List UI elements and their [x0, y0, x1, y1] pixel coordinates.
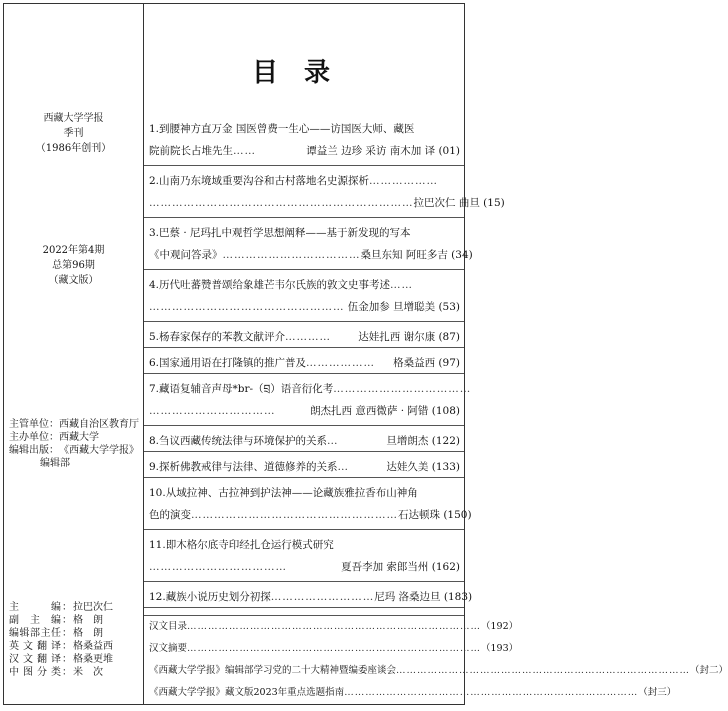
toc-entry-title-line — [149, 170, 460, 192]
staff-row — [9, 614, 139, 627]
journal-founded: （1986年创刊） — [35, 143, 112, 154]
toc-entry-title-line — [149, 482, 460, 504]
toc-entry-author-page: 桑旦东知 阿旺多吉 (34) — [360, 249, 473, 261]
staff-role — [9, 614, 61, 627]
toc-entry-title-line — [149, 352, 460, 374]
toc-entry-detail-line — [149, 192, 505, 214]
toc-entry — [144, 348, 464, 374]
staff-role-char: 副 — [9, 615, 19, 626]
staff-row — [9, 601, 139, 614]
staff-role-char: 辑 — [19, 628, 30, 639]
supplement-entry — [144, 638, 519, 660]
page-title: 目录 — [251, 58, 356, 88]
staff-role-char: 汉 — [9, 654, 19, 665]
toc-entry-author-page: 达娃久美 (133) — [386, 461, 460, 473]
issue-edition: （藏文版） — [48, 275, 99, 286]
editorial-staff — [9, 601, 139, 679]
toc-entry-title: 7.藏语复辅音声母*br-（བྲ）语音衍化考 — [149, 383, 334, 395]
staff-role-char: 英 — [9, 641, 19, 652]
toc-entry-title: 4.历代吐蕃赞普颂给象雄芒韦尔氏族的敦文史事考述 — [149, 279, 391, 291]
toc-entry-detail-line — [149, 244, 473, 266]
toc-entry-title-line — [149, 456, 460, 478]
staff-row — [9, 666, 139, 679]
toc-entry-detail-line — [149, 140, 460, 162]
toc-entry-title-cont: 色的演变 — [149, 509, 191, 521]
toc-entry-title-line — [149, 534, 460, 556]
staff-role-char: 编 — [51, 615, 61, 626]
toc-entry-author-page: 夏吾李加 索郎当州 (162) — [341, 561, 460, 573]
toc-entry — [144, 478, 472, 530]
staff-row — [9, 627, 139, 640]
supplement-title: 汉文目录 — [149, 621, 188, 632]
toc-entry — [144, 270, 464, 322]
toc-entry-title: 3.巴蔡 · 尼玛扎中观哲学思想阐释——基于新发现的写本 — [149, 227, 411, 239]
supplement-page: （192） — [481, 621, 519, 632]
toc-entry-title: 9.探析佛教戒律与法律、道德修养的关系 — [149, 461, 338, 473]
toc-entry-author-page: 拉巴次仁 曲旦 (15) — [413, 197, 505, 209]
staff-role-char: 译 — [51, 654, 61, 665]
toc-leader: ……………… — [306, 357, 376, 369]
toc-entry-author-page: 旦增朗杰 (122) — [386, 435, 460, 447]
staff-role-char: 部 — [30, 628, 40, 639]
toc-entry-title: 10.从域拉神、古拉神到护法神——论藏族雅拉香布山神角 — [149, 487, 418, 499]
org-row — [9, 418, 143, 431]
org-value: 西藏大学 — [59, 432, 99, 443]
org-key: 主办单位： — [9, 432, 59, 443]
supplement-entry — [144, 616, 519, 638]
toc-leader: ……………………………… — [222, 249, 361, 261]
toc-leader: ……………………………… — [333, 383, 472, 395]
org-key: 编辑出版： — [9, 445, 59, 456]
supplement-title: 《西藏大学学报》藏文版2023年重点选题指南 — [149, 687, 345, 698]
staff-role-char: 编 — [51, 602, 61, 613]
toc-entry — [144, 374, 472, 426]
toc-leader: …… — [233, 145, 256, 157]
staff-role — [9, 653, 61, 666]
staff-role-char: 编 — [9, 628, 19, 639]
supplement-title: 《西藏大学学报》编辑部学习党的二十大精神暨编委座谈会 — [149, 665, 397, 676]
toc-leader: … — [327, 435, 339, 447]
staff-name: 拉巴次仁 — [73, 602, 113, 613]
toc-leader: ………………………………………………………………………… — [396, 665, 691, 676]
toc-entry-detail-line — [149, 400, 460, 422]
staff-role-char: 文 — [23, 641, 33, 652]
organization-info — [9, 418, 143, 470]
toc-entry-title: 11.即木格尔底寺印经扎仓运行模式研究 — [149, 539, 334, 551]
org-key: 主管单位： — [9, 419, 59, 430]
toc-entry — [144, 530, 464, 582]
toc-entry-author-page: 尼玛 洛桑边旦 (183) — [374, 591, 473, 603]
toc-entry-author-page: 石达顿珠 (150) — [398, 509, 472, 521]
org-value: 《西藏大学学报》 — [59, 445, 139, 456]
supplement-entry — [144, 682, 677, 704]
toc-leader: ………………………………………………………………………… — [344, 687, 639, 698]
staff-colon: ： — [62, 628, 72, 639]
toc-entry-title: 12.藏族小说历史划分初探 — [149, 591, 271, 603]
toc-entry — [144, 166, 505, 218]
staff-name: 格 朗 — [73, 628, 103, 639]
toc-leader: ……………… — [369, 175, 439, 187]
staff-role-char: 翻 — [37, 654, 47, 665]
toc-leader: ……………………………… — [149, 561, 287, 573]
staff-role-char: 翻 — [37, 641, 47, 652]
staff-colon: ： — [62, 641, 72, 652]
staff-colon: ： — [62, 654, 72, 665]
toc-entry-title-line — [149, 222, 460, 244]
staff-role-char: 译 — [51, 641, 61, 652]
toc-entry-title-line — [149, 326, 460, 348]
org-value: 西藏自治区教育厅 — [59, 419, 139, 430]
issue-total: 总第96期 — [52, 260, 95, 271]
journal-name: 西藏大学学报 — [43, 113, 104, 124]
toc-entry-detail-line — [149, 556, 460, 578]
toc-leader: …………………………………………………………… — [149, 197, 414, 209]
staff-role-char: 文 — [23, 654, 33, 665]
toc-entry-title-line — [149, 274, 460, 296]
table-of-contents — [144, 114, 505, 608]
toc-entry — [144, 218, 473, 270]
toc-entry-title: 8.刍议西藏传统法律与环境保护的关系 — [149, 435, 328, 447]
journal-frequency: 季刊 — [63, 128, 84, 139]
supplement-page: （193） — [481, 643, 519, 654]
staff-row — [9, 640, 139, 653]
toc-entry-detail-line — [149, 296, 460, 318]
staff-role-char: 主 — [30, 615, 40, 626]
staff-role-char: 主 — [40, 628, 51, 639]
toc-leader: ………………………………………………………………………… — [187, 643, 482, 654]
issue-year: 2022年第4期 — [42, 245, 105, 256]
staff-role-char: 分 — [37, 667, 47, 678]
staff-role — [9, 601, 61, 614]
toc-leader: …………………………………………… — [149, 301, 345, 313]
toc-entry-author-page: 谭益兰 边珍 采访 南木加 译 (01) — [306, 145, 460, 157]
staff-row — [9, 653, 139, 666]
staff-role-char: 中 — [9, 667, 19, 678]
staff-colon: ： — [62, 667, 72, 678]
toc-entry-title-cont: 院前院长占堆先生 — [149, 145, 233, 157]
staff-role — [9, 627, 61, 640]
staff-colon: ： — [62, 615, 72, 626]
supplement-entry — [144, 660, 728, 682]
toc-entry — [144, 582, 473, 608]
toc-leader: ………… — [285, 331, 332, 343]
supplement-title: 汉文摘要 — [149, 643, 188, 654]
toc-entry — [144, 114, 464, 166]
toc-leader: ……………………………………………… — [191, 509, 398, 521]
toc-leader: ……………………… — [270, 591, 375, 603]
toc-entry-author-page: 达娃扎西 谢尔康 (87) — [358, 331, 460, 343]
toc-entry-author-page: 格桑益西 (97) — [393, 357, 460, 369]
toc-leader: …… — [390, 279, 414, 291]
staff-role-char: 类 — [51, 667, 61, 678]
journal-contents-page — [3, 3, 728, 705]
issue-info — [4, 243, 143, 288]
toc-entry-title-line — [149, 430, 460, 452]
toc-entry-author-page: 朗杰扎西 意西微萨 · 阿错 (108) — [310, 405, 460, 417]
toc-entry-detail-line — [149, 504, 472, 526]
toc-entry-title: 6.国家通用语在打隆镇的推广普及 — [149, 357, 307, 369]
toc-entry-title: 2.山南乃东境域重要沟谷和古村落地名史源探析 — [149, 175, 370, 187]
supplement-page: （封二） — [690, 665, 728, 676]
staff-role — [9, 666, 61, 679]
toc-entry — [144, 452, 464, 478]
toc-leader: ………………………………………………………………………… — [187, 621, 482, 632]
staff-name: 米 次 — [73, 667, 103, 678]
supplementary-contents — [144, 615, 728, 704]
org-value-continued: 编辑部 — [40, 458, 70, 469]
staff-role — [9, 640, 61, 653]
toc-leader: … — [337, 461, 350, 473]
toc-entry — [144, 322, 464, 348]
toc-entry — [144, 426, 464, 452]
journal-info — [4, 111, 143, 156]
staff-role-char: 主 — [9, 602, 19, 613]
staff-role-char: 任 — [51, 628, 61, 639]
toc-entry-author-page: 伍金加参 旦增聪美 (53) — [347, 301, 460, 313]
toc-entry-title: 5.杨春家保存的苯教文献评介 — [149, 331, 286, 343]
staff-name: 格 朗 — [73, 615, 103, 626]
staff-name: 格桑更堆 — [73, 654, 113, 665]
staff-role-char: 图 — [23, 667, 33, 678]
org-row — [9, 444, 143, 457]
toc-entry-title-line — [149, 378, 472, 400]
toc-entry-title-line — [149, 586, 473, 608]
supplement-page: （封三） — [638, 687, 677, 698]
toc-entry-title-cont: 《中观问答录》 — [149, 249, 223, 261]
staff-name: 格桑益西 — [73, 641, 113, 652]
toc-leader: …………………………… — [149, 405, 276, 417]
staff-colon: ： — [62, 602, 72, 613]
toc-entry-title-line — [149, 118, 460, 140]
org-row — [9, 431, 143, 444]
toc-entry-title: 1.到腰神方直万金 国医曾费一生心——访国医大师、藏医 — [149, 123, 415, 135]
